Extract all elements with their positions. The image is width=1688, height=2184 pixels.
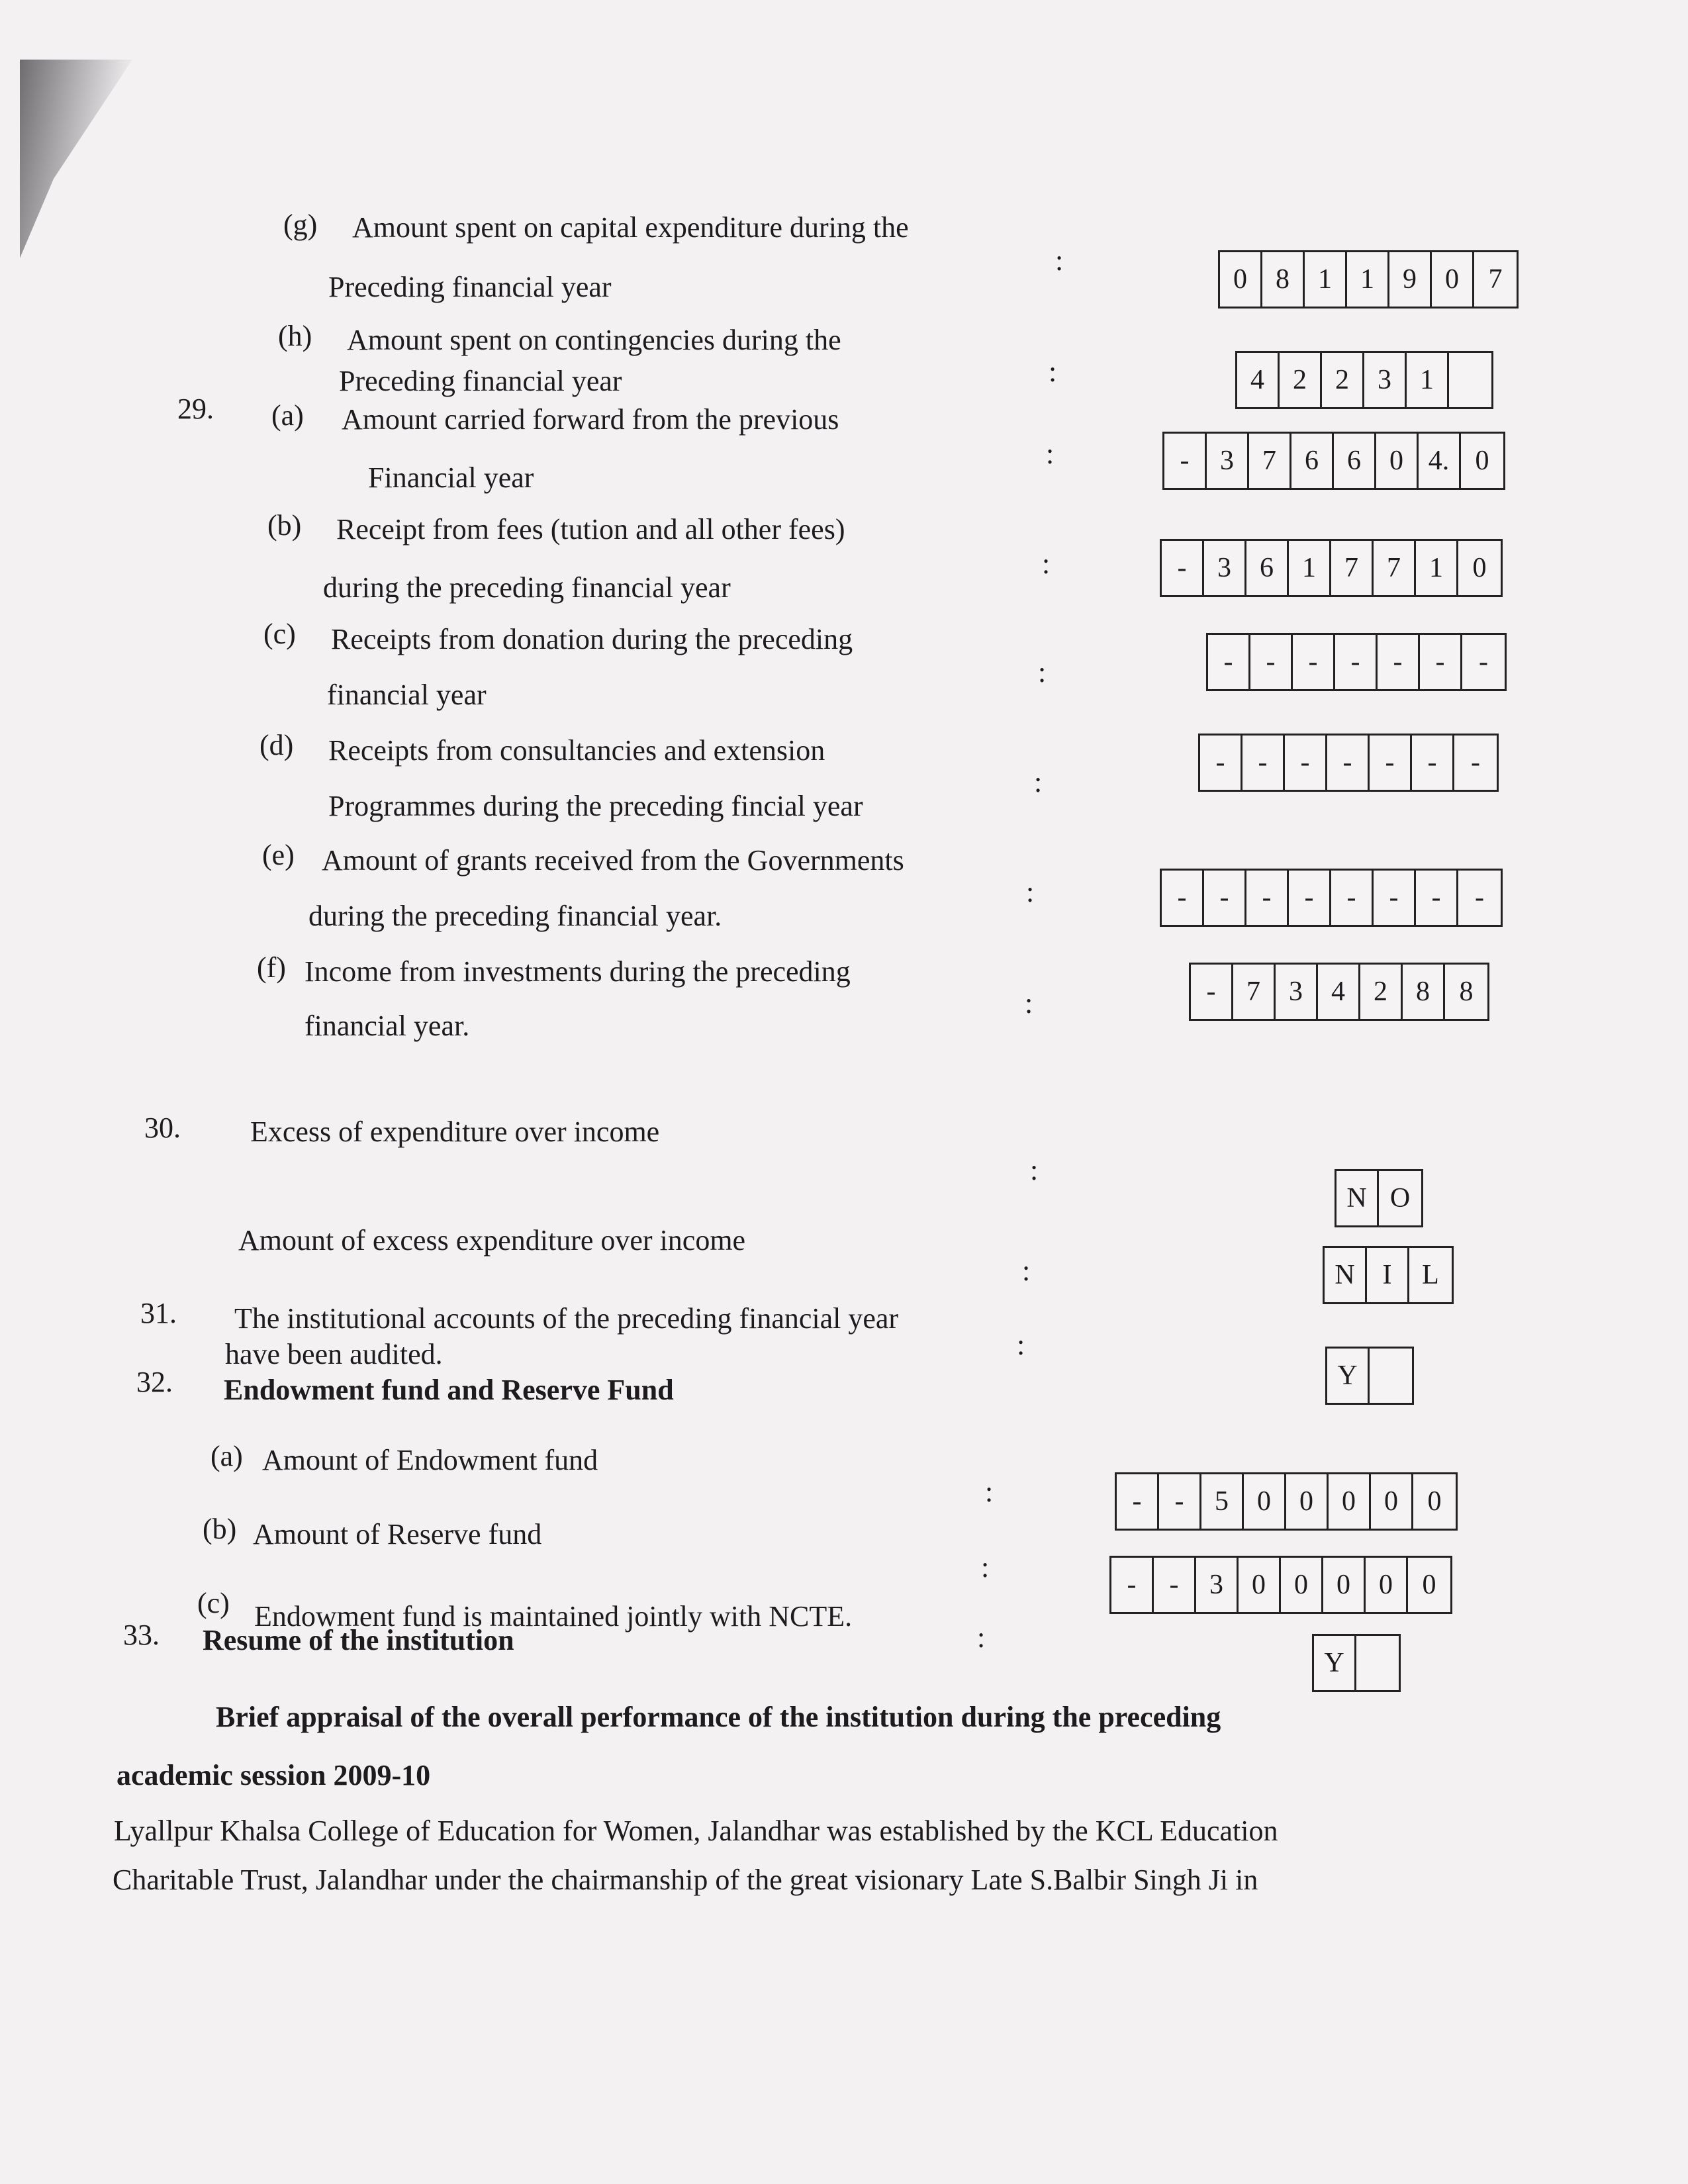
digit-box: - [1243, 736, 1285, 790]
digit-box: 1 [1289, 541, 1331, 595]
digit-box: - [1331, 871, 1374, 925]
digit-box: N [1325, 1248, 1367, 1302]
item-29a-label: (a) [271, 399, 304, 432]
digit-box: - [1293, 635, 1335, 689]
digit-box: - [1289, 871, 1331, 925]
item-29d-colon: : [1034, 766, 1043, 798]
question-30-number: 30. [144, 1112, 181, 1144]
digit-box: 1 [1407, 353, 1449, 407]
item-30b-colon: : [1022, 1255, 1031, 1287]
item-30-colon: : [1030, 1154, 1039, 1186]
item-31-text-2: have been audited. [225, 1338, 443, 1370]
item-29c-text-2: financial year [327, 679, 487, 711]
question-32-number: 32. [136, 1366, 173, 1398]
digit-box: 7 [1374, 541, 1416, 595]
digit-box: O [1389, 1183, 1411, 1213]
item-32c-label: (c) [197, 1587, 230, 1619]
item-29a-boxes [1162, 432, 1505, 490]
digit-box: 0 [1371, 1474, 1413, 1529]
item-29b-text-1: Receipt from fees (tution and all other fees) [336, 513, 845, 546]
digit-box: - [1154, 1558, 1196, 1612]
digit-box [1356, 1636, 1399, 1690]
digit-box: - [1164, 434, 1207, 488]
digit-box: 0 [1366, 1558, 1408, 1612]
item-29c-text-1: Receipts from donation during the preceding [331, 623, 853, 655]
digit-box: Y [1327, 1349, 1370, 1403]
item-32c-colon: : [977, 1621, 986, 1654]
digit-box: 0 [1472, 553, 1487, 583]
digit-box: 0 [1244, 1474, 1286, 1529]
digit-box: 0 [1220, 252, 1262, 307]
appraisal-heading-line-2: academic session 2009-10 [117, 1759, 431, 1791]
item-32b-text: Amount of Reserve fund [253, 1518, 542, 1550]
item-29b-label: (b) [267, 509, 302, 542]
question-29-number: 29. [177, 393, 214, 425]
item-31-colon: : [1017, 1329, 1025, 1361]
item-32a-text: Amount of Endowment fund [262, 1444, 598, 1476]
item-29e-label: (e) [262, 839, 295, 871]
digit-box: 4. [1419, 434, 1461, 488]
digit-box: - [1246, 871, 1289, 925]
item-29a-colon: : [1046, 438, 1055, 470]
digit-box: 7 [1331, 541, 1374, 595]
digit-box: - [1162, 871, 1204, 925]
item-29f-boxes [1189, 963, 1489, 1021]
digit-box: 3 [1196, 1558, 1239, 1612]
digit-box: - [1412, 736, 1454, 790]
digit-box: 7 [1249, 434, 1291, 488]
item-32a-label: (a) [211, 1440, 243, 1472]
item-g-colon: : [1055, 244, 1064, 277]
digit-box: - [1420, 635, 1462, 689]
item-29d-text-1: Receipts from consultancies and extension [328, 734, 825, 767]
item-29f-label: (f) [257, 951, 286, 984]
digit-box: - [1250, 635, 1293, 689]
item-32b-colon: : [981, 1551, 990, 1584]
digit-box [1449, 353, 1491, 407]
digit-box: 1 [1347, 252, 1389, 307]
item-29f-colon: : [1025, 987, 1033, 1020]
digit-box [1370, 1349, 1412, 1403]
item-29d-label: (d) [259, 729, 294, 761]
digit-box: I [1367, 1248, 1409, 1302]
item-29a-text-2: Financial year [368, 461, 534, 494]
item-29e-boxes [1160, 869, 1503, 927]
digit-box: 6 [1246, 541, 1289, 595]
digit-box: - [1479, 647, 1488, 677]
digit-box: 0 [1432, 252, 1474, 307]
digit-box: - [1285, 736, 1327, 790]
digit-box: 8 [1262, 252, 1305, 307]
digit-box: - [1327, 736, 1370, 790]
digit-box: 9 [1389, 252, 1432, 307]
item-g-label: (g) [283, 209, 318, 241]
item-31-text-1: The institutional accounts of the preceding financial year [234, 1302, 899, 1335]
item-30b-text: Amount of excess expenditure over income [238, 1224, 746, 1257]
item-h-boxes [1235, 351, 1493, 409]
digit-box: 5 [1201, 1474, 1244, 1529]
digit-box: - [1374, 871, 1416, 925]
question-33-number: 33. [123, 1619, 160, 1651]
item-h-label: (h) [278, 320, 312, 352]
item-29a-text-1: Amount carried forward from the previous [342, 403, 839, 436]
item-h-colon: : [1049, 356, 1057, 388]
digit-box: - [1475, 882, 1484, 913]
item-29f-text-2: financial year. [305, 1010, 470, 1042]
appraisal-heading-line-1: Brief appraisal of the overall performance of the institution during the preceding [216, 1701, 1221, 1733]
digit-box: 2 [1322, 353, 1364, 407]
digit-box: - [1111, 1558, 1154, 1612]
question-32-heading: Endowment fund and Reserve Fund [224, 1374, 674, 1406]
digit-box: 6 [1291, 434, 1334, 488]
item-h-text-1: Amount spent on contingencies during the [347, 324, 841, 356]
scan-shadow [20, 60, 132, 258]
digit-box: 4 [1318, 965, 1360, 1019]
question-33-heading: Resume of the institution [203, 1624, 514, 1656]
digit-box: - [1191, 965, 1233, 1019]
digit-box: Y [1314, 1636, 1356, 1690]
item-32a-colon: : [985, 1476, 994, 1508]
digit-box: - [1208, 635, 1250, 689]
item-h-text-2: Preceding financial year [339, 365, 622, 397]
item-g-boxes [1218, 250, 1519, 309]
digit-box: 0 [1422, 1570, 1436, 1600]
digit-box: - [1416, 871, 1458, 925]
digit-box: 2 [1360, 965, 1403, 1019]
digit-box: - [1370, 736, 1412, 790]
digit-box: 0 [1329, 1474, 1371, 1529]
item-29b-colon: : [1042, 547, 1051, 580]
digit-box: 1 [1416, 541, 1458, 595]
item-32a-boxes [1115, 1472, 1458, 1531]
item-31-boxes [1325, 1347, 1414, 1405]
digit-box: - [1200, 736, 1243, 790]
digit-box: 0 [1475, 446, 1489, 476]
digit-box: - [1117, 1474, 1159, 1529]
item-30-text: Excess of expenditure over income [250, 1116, 660, 1148]
digit-box: - [1162, 541, 1204, 595]
item-29c-boxes [1206, 633, 1507, 691]
digit-box: 4 [1237, 353, 1280, 407]
digit-box: - [1204, 871, 1246, 925]
question-31-number: 31. [140, 1297, 177, 1329]
digit-box: 6 [1334, 434, 1376, 488]
item-29e-colon: : [1026, 876, 1035, 908]
digit-box: 0 [1239, 1558, 1281, 1612]
digit-box: 3 [1204, 541, 1246, 595]
digit-box: - [1159, 1474, 1201, 1529]
digit-box: 0 [1323, 1558, 1366, 1612]
item-29b-text-2: during the preceding financial year [323, 571, 731, 604]
item-32c-boxes [1312, 1634, 1401, 1692]
digit-box: 7 [1233, 965, 1276, 1019]
digit-box: N [1336, 1171, 1379, 1225]
item-29b-boxes [1160, 539, 1503, 597]
item-29c-colon: : [1038, 656, 1047, 688]
digit-box: - [1378, 635, 1420, 689]
digit-box: 2 [1280, 353, 1322, 407]
appraisal-paragraph-line-2: Charitable Trust, Jalandhar under the chairmanship of the great visionary Late S.Balbir Singh Ji in [113, 1864, 1258, 1896]
item-32b-label: (b) [203, 1513, 237, 1545]
digit-box: 1 [1305, 252, 1347, 307]
item-29f-text-1: Income from investments during the preceding [305, 955, 851, 988]
digit-box: 0 [1286, 1474, 1329, 1529]
item-29d-boxes [1198, 734, 1499, 792]
item-29e-text-2: during the preceding financial year. [308, 900, 722, 932]
item-32c-text: Endowment fund is maintained jointly with NCTE. [254, 1600, 853, 1633]
digit-box: - [1471, 747, 1480, 778]
digit-box: 0 [1376, 434, 1419, 488]
digit-box: 8 [1459, 976, 1474, 1007]
digit-box: 3 [1207, 434, 1249, 488]
item-29e-text-1: Amount of grants received from the Governments [322, 844, 904, 877]
item-g-text-1: Amount spent on capital expenditure during the [352, 211, 909, 244]
item-30-boxes [1335, 1169, 1423, 1227]
digit-box: 8 [1403, 965, 1445, 1019]
digit-box: 7 [1488, 264, 1503, 295]
digit-box: 3 [1276, 965, 1318, 1019]
digit-box: 3 [1364, 353, 1407, 407]
item-32b-boxes [1109, 1556, 1452, 1614]
digit-box: L [1422, 1260, 1439, 1290]
item-g-text-2: Preceding financial year [328, 271, 612, 303]
appraisal-paragraph-line-1: Lyallpur Khalsa College of Education for Women, Jalandhar was established by the KCL Education [114, 1815, 1278, 1847]
item-29c-label: (c) [263, 618, 296, 650]
item-29d-text-2: Programmes during the preceding fincial year [328, 790, 863, 822]
item-30b-boxes [1323, 1246, 1454, 1304]
digit-box: 0 [1427, 1486, 1442, 1517]
digit-box: 0 [1281, 1558, 1323, 1612]
digit-box: - [1335, 635, 1378, 689]
